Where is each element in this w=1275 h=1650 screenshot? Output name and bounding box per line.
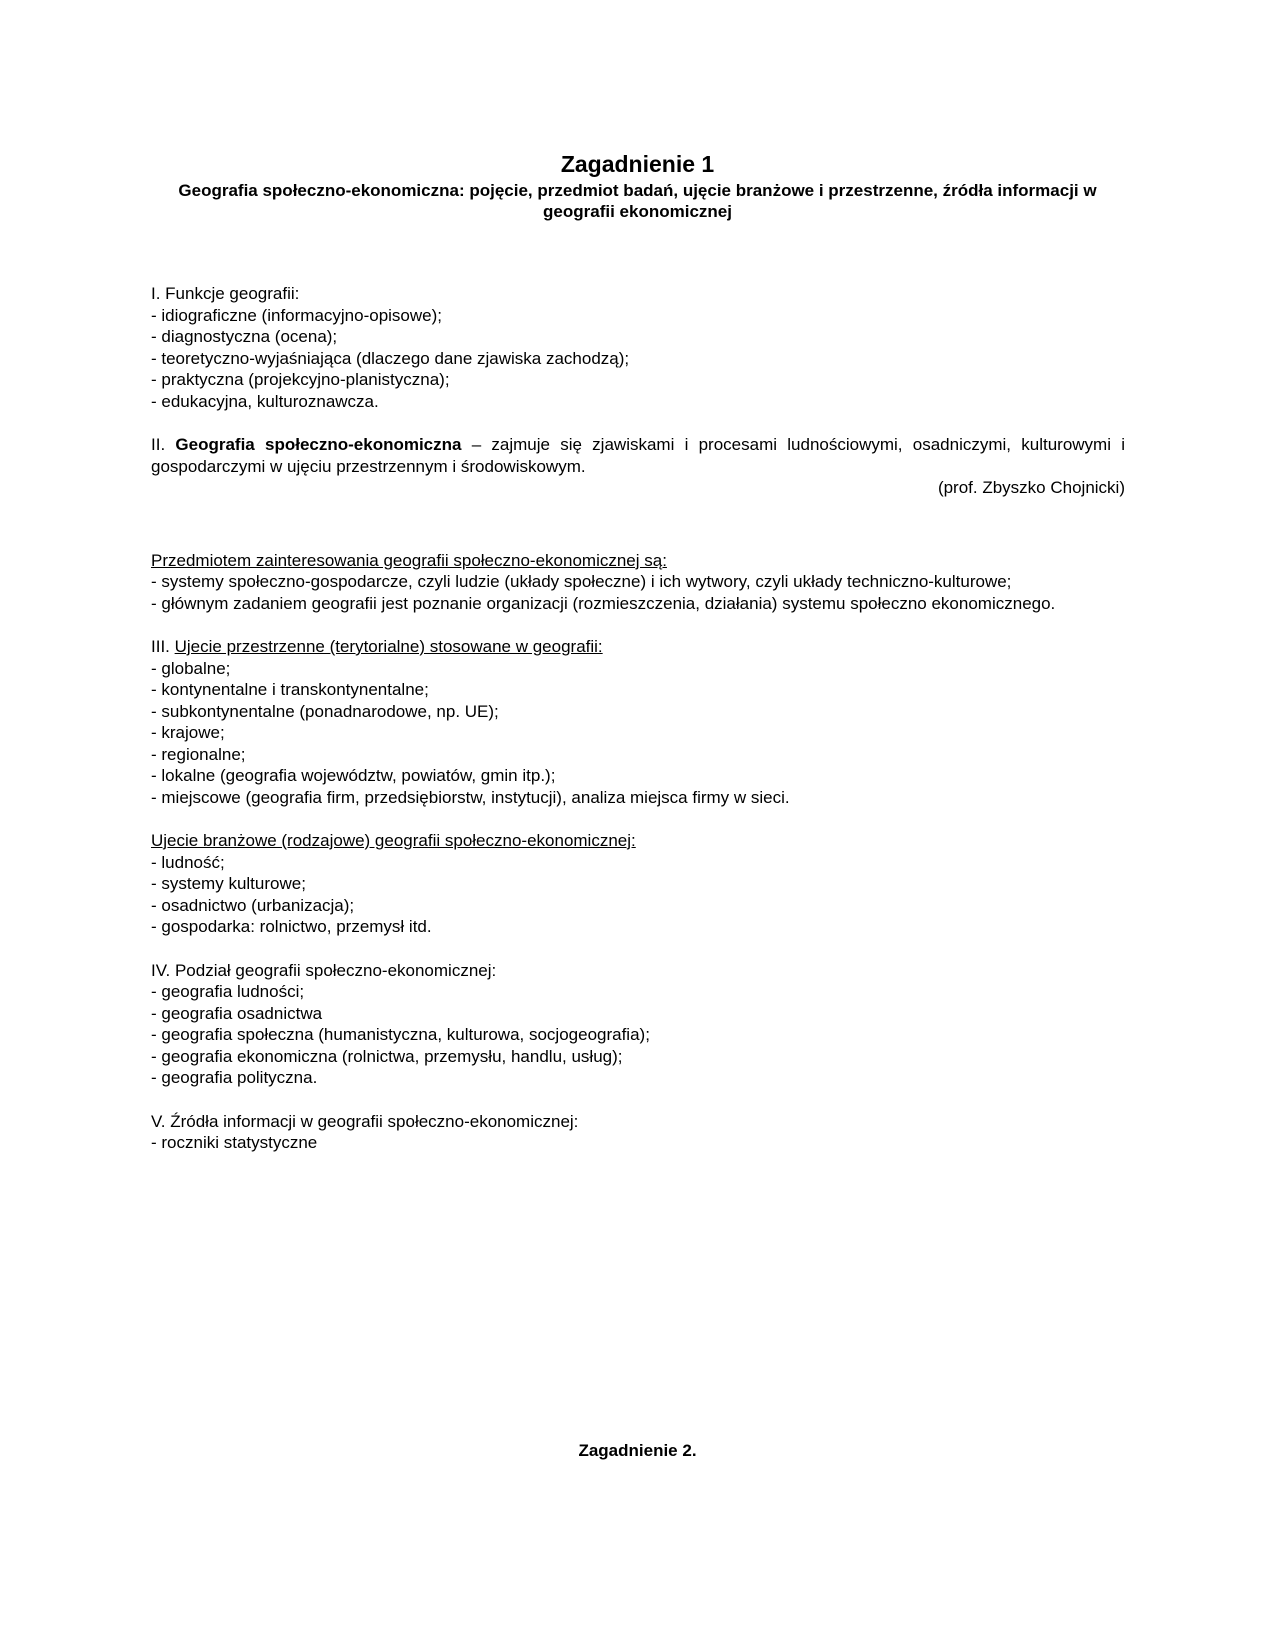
section-5-heading: V. Źródła informacji w geografii społeczno-ekonomicznej: [151,1111,579,1131]
document-body [151,283,1125,1154]
branch-heading: Ujecie branżowe (rodzajowe) geografii społeczno-ekonomicznej: [151,831,636,850]
spacer [151,808,1125,830]
list-item: - geografia ludności; [151,982,305,1001]
list-item: - geografia ekonomiczna (rolnictwa, przemysłu, handlu, usług); [151,1046,623,1066]
section-3-heading-text: Ujecie przestrzenne (terytorialne) stosowane w geografii: [174,637,603,656]
section-2-definition-text: – zajmuje się zjawiskami i procesami ludnościowymi, osadniczymi, kulturowymi i gospodarczymi w ujęciu przestrzennym i środowiskowym. [151,435,1125,476]
list-item: - teoretyczno-wyjaśniająca (dlaczego dane zjawiska zachodzą); [151,348,630,368]
section-2-prefix: II. [151,435,176,454]
citation: (prof. Zbyszko Chojnicki) [937,478,1125,497]
list-item: - roczniki statystyczne [151,1133,318,1152]
page-title: Zagadnienie 1 [560,151,715,177]
section-2-definition [151,434,1125,477]
list-item: - globalne; [151,658,231,678]
list-item: - geografia polityczna. [151,1068,318,1087]
section-4-heading: IV. Podział geografii społeczno-ekonomicznej: [151,960,497,980]
document-header [0,150,1275,222]
section-1-heading: I. Funkcje geografii: [151,284,300,303]
list-item: - idiograficzne (informacyjno-opisowe); [151,305,443,325]
list-item: - krajowe; [151,723,225,742]
list-item: - kontynentalne i transkontynentalne; [151,680,429,699]
section-3-heading [151,636,1125,658]
page-subtitle: Geografia społeczno-ekonomiczna: pojęcie, przedmiot badań, ujęcie branżowe i przestrzenne, źródła informacji w geografii ekonomicznej [178,181,1097,221]
list-item: - praktyczna (projekcyjno-planistyczna); [151,370,450,389]
spacer [151,499,1125,550]
list-item: - miejscowe (geografia firm, przedsiębiorstw, instytucji), analiza miejsca firmy w sieci. [151,787,790,807]
list-item: - subkontynentalne (ponadnarodowe, np. UE); [151,701,499,721]
list-item: - osadnictwo (urbanizacja); [151,895,355,915]
list-item: - geografia społeczna (humanistyczna, kulturowa, socjogeografia); [151,1025,650,1044]
list-item: - diagnostyczna (ocena); [151,327,338,346]
list-item: - gospodarka: rolnictwo, przemysł itd. [151,917,432,936]
list-item: - systemy kulturowe; [151,874,306,893]
spacer [151,1089,1125,1111]
spacer [151,614,1125,636]
subject-heading: Przedmiotem zainteresowania geografii społeczno-ekonomicznej są: [151,550,667,570]
spacer [151,938,1125,960]
list-item: - lokalne (geografia województw, powiatów, gmin itp.); [151,766,556,785]
list-item: - ludność; [151,852,225,872]
next-section-title: Zagadnienie 2. [578,1441,697,1460]
list-item: - regionalne; [151,744,246,764]
section-2-term: Geografia społeczno-ekonomiczna [175,435,462,454]
list-item: - systemy społeczno-gospodarcze, czyli ludzie (układy społeczne) i ich wytwory, czyli układy techniczno-kulturowe; [151,572,1012,591]
list-item: - edukacyjna, kulturoznawcza. [151,391,379,411]
spacer [151,412,1125,434]
list-item: - geografia osadnictwa [151,1003,323,1023]
list-item: - głównym zadaniem geografii jest poznanie organizacji (rozmieszczenia, działania) systemu społeczno ekonomicznego. [151,593,1056,613]
section-3-prefix: III. [151,637,175,656]
